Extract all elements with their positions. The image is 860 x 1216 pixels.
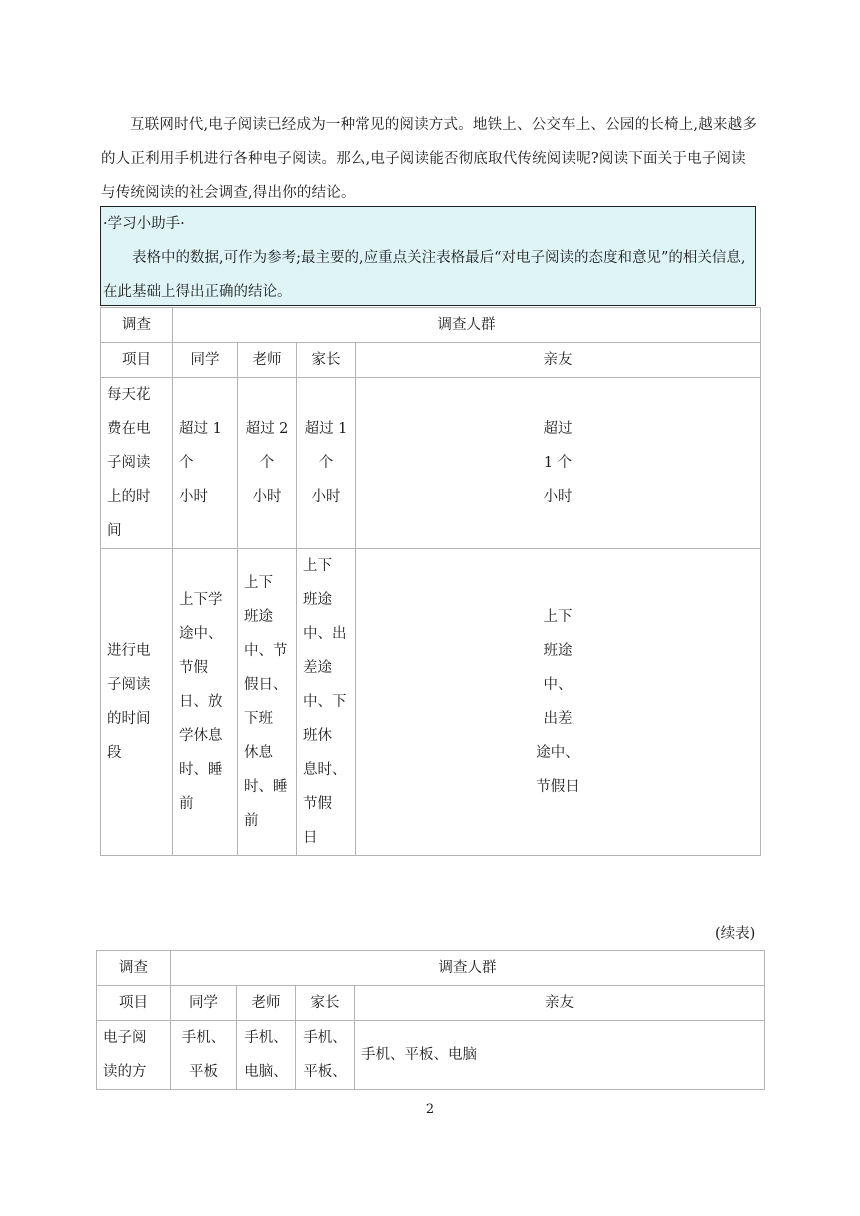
cell-relatives: 超过 1 个 小时 [356, 378, 761, 549]
survey-table [100, 307, 761, 856]
study-helper-box [100, 206, 756, 306]
cell-parents: 上下 班途 中、出 差途 中、下 班休 息时、 节假 日 [297, 549, 356, 856]
cell-relatives: 手机、平板、电脑 [355, 1021, 765, 1090]
cell-parents: 超过 1 个 小时 [297, 378, 356, 549]
cell-relatives: 上下 班途 中、 出差 途中、 节假日 [356, 549, 761, 856]
cell-classmates: 超过 1 个 小时 [173, 378, 238, 549]
cell-teachers: 手机、 电脑、 [237, 1021, 296, 1090]
survey-table-continued [96, 950, 765, 1090]
row-item-method: 电子阅 读的方 [97, 1021, 171, 1090]
cell-parents: 手机、 平板、 [296, 1021, 355, 1090]
row-item-daily-time: 每天花 费在电 子阅读 上的时 间 [101, 378, 173, 549]
header-col-classmates: 同学 [171, 986, 237, 1021]
intro-paragraph: 互联网时代,电子阅读已经成为一种常见的阅读方式。地铁上、公交车上、公园的长椅上,越来越多的人正利用手机进行各种电子阅读。那么,电子阅读能否彻底取代传统阅读呢?阅读下面关于电子阅读与传统阅读的社会调查,得出你的结论。 [101, 117, 758, 201]
header-group: 调查人群 [173, 308, 761, 343]
continued-label: (续表) [715, 926, 756, 942]
header-col-parents: 家长 [297, 343, 356, 378]
cell-teachers: 上下 班途 中、节 假日、 下班 休息 时、睡 前 [238, 549, 297, 856]
header-item-line2: 项目 [101, 343, 173, 378]
header-group: 调查人群 [171, 951, 765, 986]
helper-title: ·学习小助手· [103, 216, 185, 232]
header-col-relatives: 亲友 [355, 986, 765, 1021]
cell-classmates: 手机、 平板 [171, 1021, 237, 1090]
cell-teachers: 超过 2 个 小时 [238, 378, 297, 549]
header-col-classmates: 同学 [173, 343, 238, 378]
cell-classmates: 上下学 途中、 节假 日、放 学休息 时、睡 前 [173, 549, 238, 856]
table-row [101, 549, 761, 856]
row-item-time-period: 进行电 子阅读 的时间 段 [101, 549, 173, 856]
header-col-teachers: 老师 [237, 986, 296, 1021]
header-item-line1: 调查 [101, 308, 173, 343]
header-col-relatives: 亲友 [356, 343, 761, 378]
header-item-line1: 调查 [97, 951, 171, 986]
helper-body: 表格中的数据,可作为参考;最主要的,应重点关注表格最后“对电子阅读的态度和意见”的相关信息,在此基础上得出正确的结论。 [103, 250, 746, 300]
table-row [97, 1021, 765, 1090]
header-col-parents: 家长 [296, 986, 355, 1021]
page-number: 2 [425, 1102, 435, 1117]
header-col-teachers: 老师 [238, 343, 297, 378]
table-row [101, 378, 761, 549]
header-item-line2: 项目 [97, 986, 171, 1021]
